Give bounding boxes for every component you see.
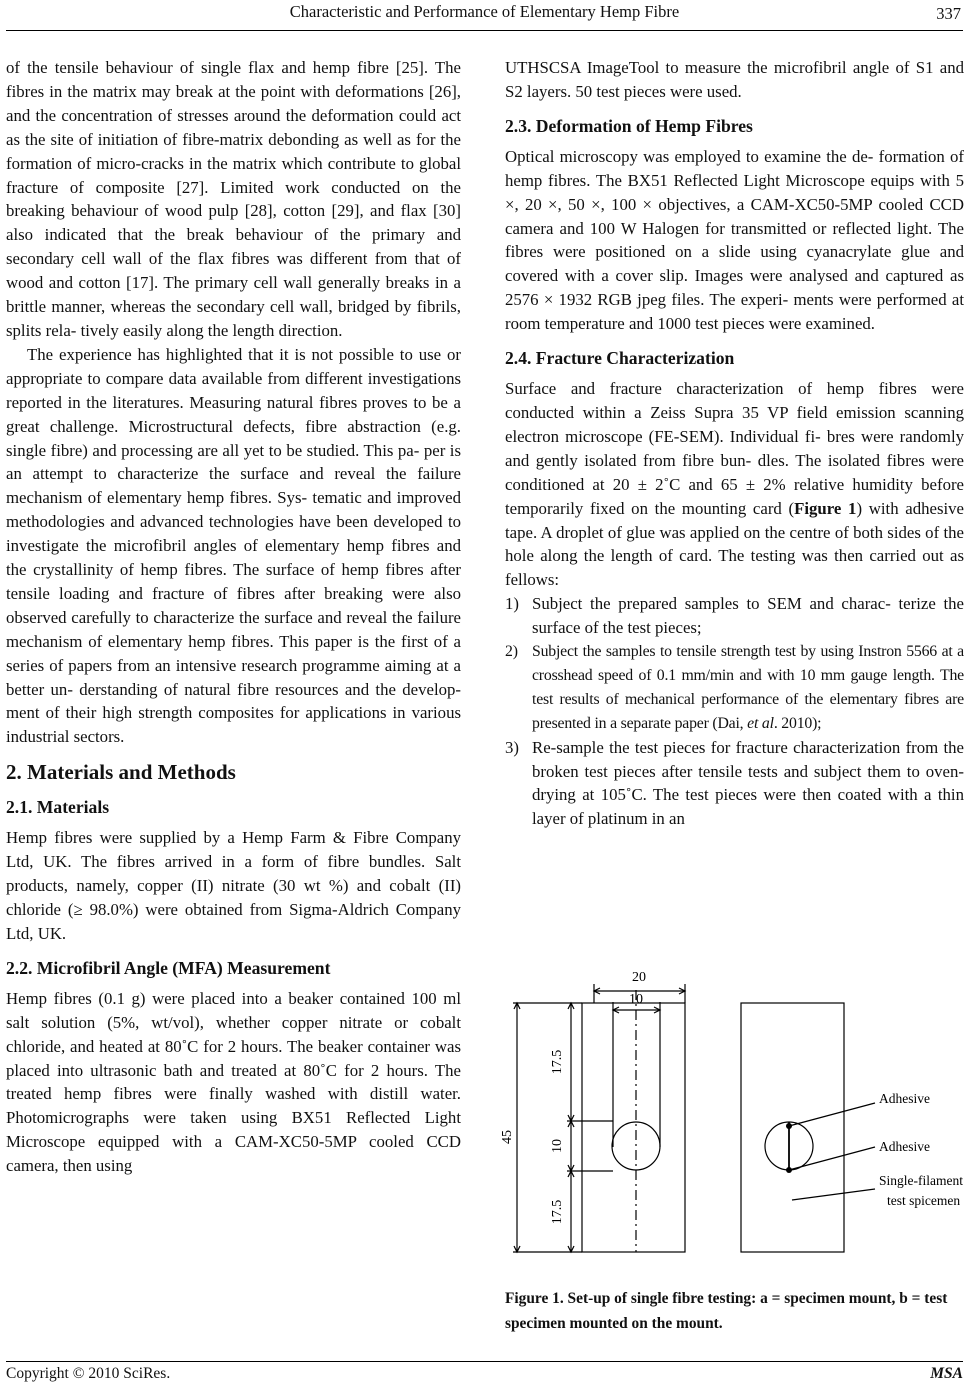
header-rule xyxy=(6,30,963,31)
subsection-heading: 2.1. Materials xyxy=(6,797,110,818)
running-header xyxy=(0,2,969,32)
dimension-label: 20 xyxy=(632,970,646,985)
figure-reference[interactable]: Figure 1 xyxy=(794,498,857,518)
list-text: . 2010); xyxy=(773,714,822,732)
procedure-list xyxy=(505,592,964,831)
dimension-label: 17.5 xyxy=(550,1199,565,1225)
dimension-label: 10 xyxy=(629,992,643,1007)
section-heading: 2. Materials and Methods xyxy=(6,760,236,785)
paragraph: Hemp fibres (0.1 g) were placed into a beaker contained 100 ml salt solution (5%, wt/vol), whether copper nitrate or cobalt chloride, and heated at 80˚C for 2 hours. The beaker container was placed into ultrasonic bath and treated at 80˚C for 2 hours. The treated hemp fibres were finally washed with distill water. Photomicrographs were taken using BX51 Reflected Light Microscope equipped with a CAM-XC50-5MP cooled CCD camera, then using xyxy=(6,988,461,1176)
right-column xyxy=(505,56,964,831)
paragraph: Hemp fibres were supplied by a Hemp Farm & Fibre Company Ltd, UK. The fibres arrived in a form of fibre bundles. Salt products, namely, copper (II) nitrate (30 wt %) and cobalt (II) chloride (≥ 98.0%) were obtained from Sigma-Aldrich Company Ltd, UK. xyxy=(6,828,461,943)
list-item xyxy=(505,736,964,832)
specimen-label: test spicemen xyxy=(887,1193,961,1208)
footer-rule xyxy=(6,1361,963,1362)
left-column xyxy=(6,56,461,1178)
page-number: 337 xyxy=(936,4,961,23)
paragraph: Optical microscopy was employed to examine the de- formation of hemp fibres. The BX51 Reflected Light Microscope equips with 5 ×, 20 ×, 50 ×, 100 × objectives, a CAM-XC50-5MP cooled CCD camera and 100 W Halogen for transmitted or reflected light. The fibres were positioned on a slide using cyanacrylate glue and covered with a cover slip. Images were analysed and captured as 2576 × 1932 RGB jpeg files. The experi- ments were performed at room temperature and 1000 test pieces were examined. xyxy=(505,146,964,334)
dimension-label: 10 xyxy=(550,1139,565,1153)
specimen-label: Single-filament xyxy=(879,1173,963,1188)
figure-1 xyxy=(500,962,964,1272)
copyright: Copyright © 2010 SciRes. xyxy=(6,1365,171,1382)
figure-1-diagram xyxy=(500,962,964,1272)
list-number: 1) xyxy=(505,594,519,614)
list-text: Subject the samples to tensile strength test by using Instron 5566 at a crosshead speed of 0.1 mm/min and with 10 mm gauge length. The test results of mechanical performance of the elementary fibres are presented in a separate paper (Dai, xyxy=(532,643,964,732)
text-run: ) with adhesive tape. A droplet of glue was applied on the centre of both sides of the hole along the length of card. The testing was then carried out as fellows: xyxy=(505,498,965,590)
list-text: Subject the prepared samples to SEM and charac- terize the surface of the test pieces; xyxy=(532,594,964,638)
paragraph: UTHSCSA ImageTool to measure the microfibril angle of S1 and S2 layers. 50 test pieces were used. xyxy=(505,58,964,101)
list-number: 2) xyxy=(505,643,518,661)
paragraph: The experience has highlighted that it is not possible to use or appropriate to compare data available from different investigations reported in the literatures. Measuring natural fibres proves to be a great challenge. Microstructural defects, fibre abstraction (e.g. single fibre) and processing are all yet to be studied. This pa- per is an attempt to characterize the surface and reveal the failure mechanism of elementary hemp fibres. Sys- tematic and improved methodologies and advanced technologies have been developed to investigate the microfibril angles of elementary hemp fibres and the crystallinity of hemp fibres. The surface of hemp fibres after tensile loading and fracture of fibres after breaking were also observed carefully to characterize the surface and reveal the failure mechanism of elementary hemp fibres. This paper is the first of a series of papers from an intensive research programme aiming at a better un- derstanding of natural fibre resources and the develop- ment of their high strength composites for applications in various industrial sectors. xyxy=(6,344,461,747)
paragraph: of the tensile behaviour of single flax and hemp fibre [25]. The fibres in the matrix may break at the point with deformations [26], and the concentration of stresses around the deformation could act as the site of initiation of fibre-matrix debonding as well as for the formation of micro-cracks in the matrix which contribute to global fracture of composite [27]. Limited work conducted on the breaking behaviour of wood pulp [28], cotton [29], and flax [30] also indicated that the break behaviour of the primary and secondary cell wall of the flax fibres was different from that of wood and cotton [17]. The primary cell wall generally breaks in a brittle manner, whereas the secondary cell wall, bridged by fibrils, splits rela- tively easily along the length direction. xyxy=(6,58,461,340)
text-run: Surface and fracture characterization of hemp fibres were conducted within a Zeiss Supra 35 VP field emission scanning electron microscope (FE-SEM). Individual fi- bres were randomly and gently isolated from fibre bun- dles. The isolated fibres were conditioned at 20 ± 2˚C and 65 ± 2% relative humidity before temporarily fixed on the mounting card ( xyxy=(505,379,964,518)
adhesive-label: Adhesive xyxy=(879,1091,930,1106)
dimension-label: 17.5 xyxy=(550,1049,565,1075)
running-title: Characteristic and Performance of Elementary Hemp Fibre xyxy=(289,2,680,21)
list-item xyxy=(505,640,964,736)
subsection-heading: 2.2. Microfibril Angle (MFA) Measurement xyxy=(6,957,331,978)
subsection-heading: 2.3. Deformation of Hemp Fibres xyxy=(505,115,753,136)
specimen-mount-card xyxy=(582,1003,685,1252)
journal-name: MSA xyxy=(930,1365,963,1382)
list-item xyxy=(505,592,964,640)
mounted-specimen-card xyxy=(741,1003,844,1252)
subsection-heading: 2.4. Fracture Characterization xyxy=(505,348,735,369)
figure-caption: Figure 1. Set-up of single fibre testing: a = specimen mount, b = test specimen mounted on the mount. xyxy=(505,1290,948,1332)
list-text: Re-sample the test pieces for fracture characterization from the broken test pieces after tensile tests and subject them to oven-drying at 105˚C. The test pieces were then coated with a thin layer of platinum in an xyxy=(532,737,964,829)
list-text-italic: et al xyxy=(747,714,774,732)
adhesive-label: Adhesive xyxy=(879,1139,930,1154)
paragraph xyxy=(505,377,964,592)
list-number: 3) xyxy=(505,737,519,757)
dimension-label: 45 xyxy=(500,1130,515,1144)
page-footer xyxy=(6,1365,963,1383)
